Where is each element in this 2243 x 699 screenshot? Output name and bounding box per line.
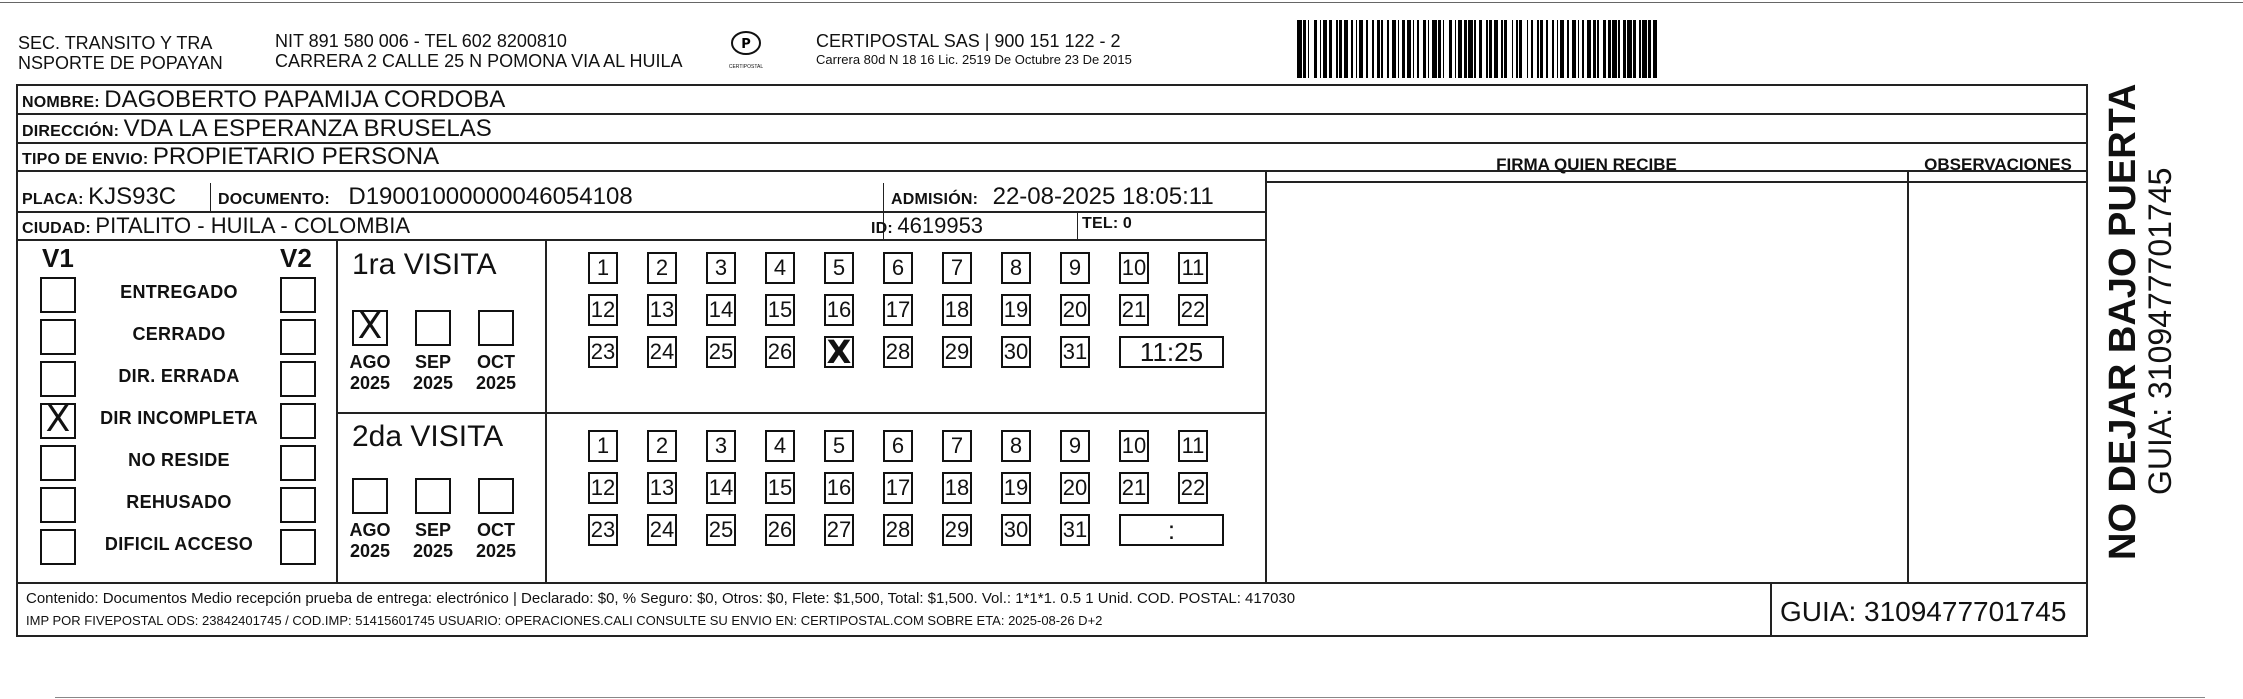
observaciones-header: OBSERVACIONES [1924, 155, 2072, 174]
day-box[interactable]: 24 [647, 336, 677, 368]
placa-label: PLACA: [22, 191, 84, 208]
day-box[interactable]: 21 [1119, 294, 1149, 326]
status-label: DIFICIL ACCESO [104, 534, 254, 554]
documento-field [218, 183, 633, 211]
contenido-text: Contenido: Documentos Medio recepción prueba de entrega: electrónico | Declarado: $0, % Seguro: $0, Otros: $0, Flete: $1,500, Total: $1,500. Vol.: 1*1*1. 0.5 1 Unid. COD. POSTAL: 417030 [26, 590, 1296, 607]
day-box[interactable]: 29 [942, 336, 972, 368]
direccion-label: DIRECCIÓN: [22, 123, 120, 140]
day-box[interactable]: 2 [647, 430, 677, 462]
month-name: OCT [477, 352, 515, 372]
footer-guia: GUIA: 3109477701745 [1780, 596, 2067, 627]
day-box[interactable]: 25 [706, 336, 736, 368]
address-line: CARRERA 2 CALLE 25 N POMONA VIA AL HUILA [275, 51, 683, 71]
v1-label: V1 [42, 243, 74, 273]
placa-field [22, 183, 176, 211]
side-guia: GUIA: 3109477701745 [2142, 167, 2178, 495]
day-box[interactable]: 7 [942, 252, 972, 284]
month-year: 2025 [412, 373, 454, 393]
id-field [871, 213, 983, 239]
sender-block [18, 33, 223, 73]
day-box[interactable]: 3 [706, 430, 736, 462]
days-divider [545, 239, 547, 582]
day-box[interactable]: 30 [1001, 336, 1031, 368]
month-label [345, 352, 395, 394]
tipo-envio-row [22, 143, 439, 171]
top-rule [0, 2, 2243, 3]
month-checkbox[interactable] [478, 478, 514, 514]
status-v2-checkbox[interactable] [280, 403, 316, 439]
documento-value: D19001000000046054108 [348, 183, 633, 210]
ciudad-value: PITALITO - HUILA - COLOMBIA [95, 213, 410, 238]
side-warning: NO DEJAR BAJO PUERTA [2102, 83, 2144, 560]
v2-label: V2 [280, 243, 312, 273]
ciudad-field [22, 213, 410, 239]
frame-bottom [16, 635, 2088, 637]
day-box[interactable]: 5 [824, 252, 854, 284]
status-v1-checkbox[interactable] [40, 319, 76, 355]
month-year: 2025 [412, 541, 454, 561]
certipostal-logo-icon [726, 30, 766, 70]
day-box[interactable]: 26 [765, 514, 795, 546]
status-v2-checkbox[interactable] [280, 445, 316, 481]
tel-label: TEL: [1082, 215, 1119, 232]
nombre-row [22, 86, 505, 114]
status-v2-checkbox[interactable] [280, 487, 316, 523]
day-box[interactable]: 14 [706, 472, 736, 504]
status-v2-checkbox[interactable] [280, 319, 316, 355]
day-box[interactable]: 17 [883, 472, 913, 504]
day-box[interactable]: 3 [706, 252, 736, 284]
month-name: OCT [477, 520, 515, 540]
month-year: 2025 [475, 541, 517, 561]
day-box[interactable]: 14 [706, 294, 736, 326]
day-box[interactable]: 31 [1060, 514, 1090, 546]
day-box[interactable]: 18 [942, 472, 972, 504]
observaciones-area[interactable] [1909, 182, 2086, 582]
day-box[interactable]: 18 [942, 294, 972, 326]
month-name: AGO [349, 520, 391, 540]
day-box[interactable]: 2 [647, 252, 677, 284]
day-box[interactable]: 11 [1178, 430, 1208, 462]
day-box[interactable]: 28 [883, 514, 913, 546]
footer-line [16, 582, 2088, 584]
status-label: NO RESIDE [128, 450, 230, 470]
direccion-value: VDA LA ESPERANZA BRUSELAS [123, 115, 492, 142]
month-checkbox[interactable] [415, 310, 451, 346]
imp-text: IMP POR FIVEPOSTAL ODS: 23842401745 / COD.IMP: 51415601745 USUARIO: OPERACIONES.CALI CONSULTE SU ENVIO EN: CERTIPOSTAL.COM SOBRE ETA: 2025-08-26 D+2 [26, 613, 1103, 628]
day-box[interactable]: 19 [1001, 472, 1031, 504]
day-box[interactable]: 20 [1060, 472, 1090, 504]
status-label: DIR. ERRADA [118, 366, 240, 386]
tipo-value: PROPIETARIO PERSONA [152, 143, 440, 170]
day-box[interactable]: 28 [883, 336, 913, 368]
firma-header: FIRMA QUIEN RECIBE [1496, 155, 1677, 174]
day-box[interactable]: 13 [647, 472, 677, 504]
nit-line: NIT 891 580 006 - TEL 602 8200810 [275, 31, 567, 51]
visit-split-line [336, 412, 1266, 414]
checkbox-x-mark: X [45, 399, 71, 440]
month-checkbox[interactable] [415, 478, 451, 514]
day-box[interactable]: 9 [1060, 252, 1090, 284]
day-box[interactable]: 9 [1060, 430, 1090, 462]
day-box[interactable]: 6 [883, 252, 913, 284]
bottom-rule [55, 697, 2205, 698]
day-box[interactable]: 21 [1119, 472, 1149, 504]
tel-value: 0 [1122, 215, 1132, 232]
day-box[interactable]: 16 [824, 294, 854, 326]
day-box[interactable]: 22 [1178, 294, 1208, 326]
day-box[interactable]: 1 [588, 430, 618, 462]
nombre-value: DAGOBERTO PAPAMIJA CORDOBA [104, 86, 506, 113]
day-box[interactable]: 6 [883, 430, 913, 462]
placa-divider [210, 183, 211, 212]
admision-value: 22-08-2025 18:05:11 [992, 183, 1214, 210]
month-label [408, 520, 458, 562]
company-block [816, 31, 1132, 69]
nombre-label: NOMBRE: [22, 94, 100, 111]
day-box[interactable]: 11 [1178, 252, 1208, 284]
barcode-icon [1297, 20, 1932, 78]
status-v1-checkbox[interactable] [40, 277, 76, 313]
day-box[interactable]: 8 [1001, 430, 1031, 462]
license-line: Carrera 80d N 18 16 Lic. 2519 De Octubre 23 De 2015 [816, 52, 1132, 67]
day-box[interactable]: 7 [942, 430, 972, 462]
frame-left [16, 84, 18, 637]
day-box[interactable]: 22 [1178, 472, 1208, 504]
day-box[interactable]: 16 [824, 472, 854, 504]
signature-area[interactable] [1266, 182, 1907, 582]
day-box[interactable]: 12 [588, 472, 618, 504]
barcode-bar [1657, 20, 1660, 78]
month-label [471, 520, 521, 562]
day-box[interactable]: 13 [647, 294, 677, 326]
day-box[interactable] [824, 333, 854, 371]
visit-divider [336, 239, 338, 582]
status-label: ENTREGADO [120, 282, 238, 302]
tipo-label: TIPO DE ENVIO: [22, 151, 149, 168]
month-label [345, 520, 395, 562]
status-label: DIR INCOMPLETA [100, 408, 258, 428]
sender-line-1: SEC. TRANSITO Y TRA [18, 33, 213, 53]
day-box[interactable]: 4 [765, 252, 795, 284]
month-label [471, 352, 521, 394]
day-box[interactable]: 27 [824, 514, 854, 546]
day-box[interactable]: 20 [1060, 294, 1090, 326]
status-v1-checkbox[interactable] [40, 361, 76, 397]
day-box[interactable]: 23 [588, 336, 618, 368]
day-box[interactable]: 30 [1001, 514, 1031, 546]
tel-field [1082, 215, 1132, 233]
placa-value: KJS93C [88, 183, 177, 210]
ciudad-label: CIUDAD: [22, 220, 91, 237]
row-line-5 [16, 239, 1266, 241]
id-value: 4619953 [897, 213, 984, 238]
day-box[interactable]: 25 [706, 514, 736, 546]
month-label [408, 352, 458, 394]
day-box[interactable]: 15 [765, 294, 795, 326]
month-checkbox[interactable] [352, 478, 388, 514]
day-box[interactable]: 10 [1119, 430, 1149, 462]
status-v1-checkbox[interactable] [40, 487, 76, 523]
day-box[interactable]: 4 [765, 430, 795, 462]
status-v1-checkbox[interactable] [40, 399, 76, 440]
day-box[interactable]: 26 [765, 336, 795, 368]
month-name: SEP [414, 352, 452, 372]
month-year: 2025 [475, 373, 517, 393]
day-box[interactable]: 17 [883, 294, 913, 326]
month-name: SEP [414, 520, 452, 540]
status-label: CERRADO [132, 324, 226, 344]
day-box[interactable]: 5 [824, 430, 854, 462]
status-label: REHUSADO [126, 492, 232, 512]
month-name: AGO [349, 352, 391, 372]
day-box[interactable]: 10 [1119, 252, 1149, 284]
status-v2-checkbox[interactable] [280, 277, 316, 313]
status-v2-checkbox[interactable] [280, 361, 316, 397]
id-label: ID: [871, 220, 893, 237]
admision-field [891, 183, 1214, 211]
direccion-row [22, 115, 492, 143]
time-box[interactable]: : [1119, 514, 1224, 546]
admision-label: ADMISIÓN: [891, 191, 979, 208]
company-line: CERTIPOSTAL SAS | 900 151 122 - 2 [816, 31, 1121, 51]
status-v2-checkbox[interactable] [280, 529, 316, 565]
status-v1-checkbox[interactable] [40, 445, 76, 481]
sender-line-2: NSPORTE DE POPAYAN [18, 53, 223, 73]
day-box[interactable]: 31 [1060, 336, 1090, 368]
guia-divider [1770, 582, 1772, 636]
day-x-mark: X [826, 333, 852, 371]
day-box[interactable]: 12 [588, 294, 618, 326]
time-box[interactable]: 11:25 [1119, 336, 1224, 368]
documento-label: DOCUMENTO: [218, 191, 330, 208]
month-checkbox[interactable] [352, 306, 388, 347]
visit2-title: 2da VISITA [352, 420, 504, 453]
day-box[interactable]: 23 [588, 514, 618, 546]
nit-block [275, 31, 683, 71]
svg-text:P: P [741, 37, 751, 52]
visit1-title: 1ra VISITA [352, 248, 497, 281]
day-box[interactable]: 29 [942, 514, 972, 546]
day-box[interactable]: 19 [1001, 294, 1031, 326]
day-box[interactable]: 24 [647, 514, 677, 546]
day-box[interactable]: 15 [765, 472, 795, 504]
logo-text: CERTIPOSTAL [728, 64, 764, 70]
month-year: 2025 [349, 373, 391, 393]
day-box[interactable]: 8 [1001, 252, 1031, 284]
month-checkbox[interactable] [478, 310, 514, 346]
day-box[interactable]: 1 [588, 252, 618, 284]
tel-divider [1077, 211, 1078, 239]
checkbox-x-mark: X [357, 306, 383, 347]
month-year: 2025 [349, 541, 391, 561]
status-v1-checkbox[interactable] [40, 529, 76, 565]
